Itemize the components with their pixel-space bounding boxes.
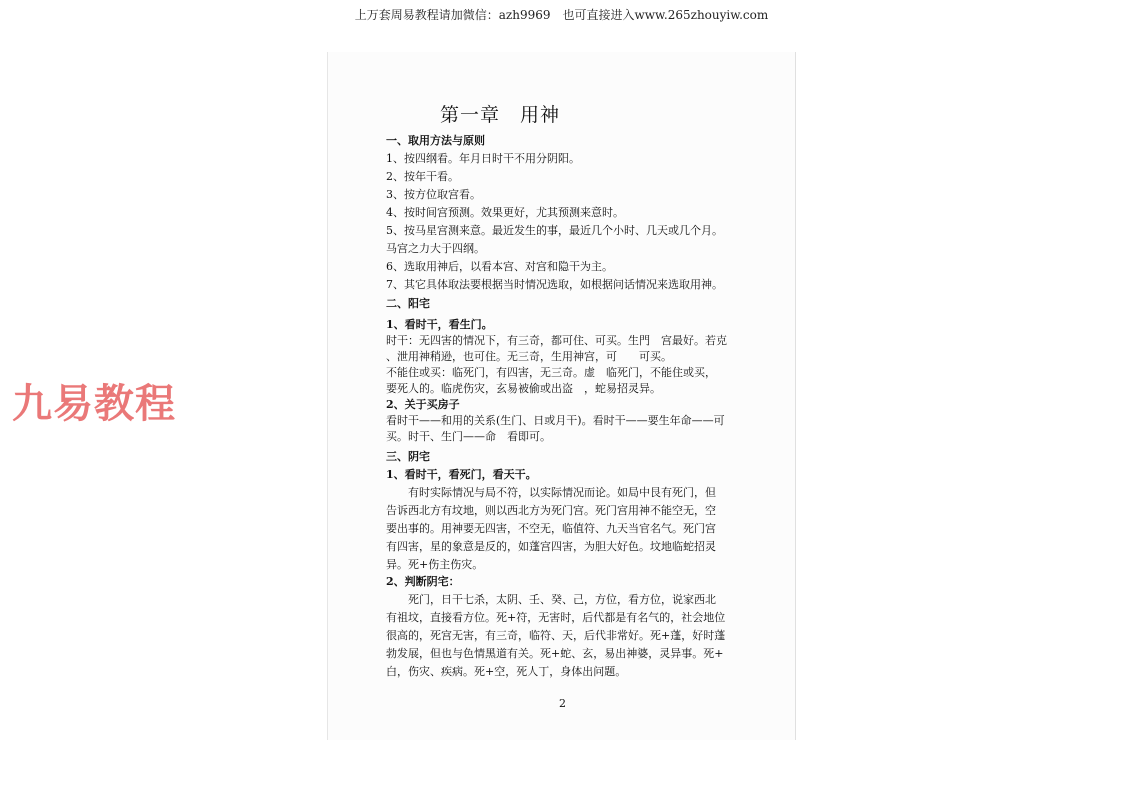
section-heading: 2、判断阴宅： xyxy=(386,575,460,588)
text-line: 3、按方位取宫看。 xyxy=(386,188,481,201)
text-line: 有祖坟，直接看方位。死+符，无害时，后代都是有名气的，社会地位 xyxy=(386,611,726,624)
section-heading: 1、看时干，看死门，看天干。 xyxy=(386,468,537,481)
watermark-logo: 九易教程 xyxy=(12,381,176,427)
document-page xyxy=(327,52,796,740)
text-line: 勃发展，但也与色情黑道有关。死+蛇、玄，易出神婆，灵异事。死+ xyxy=(386,647,724,660)
text-line: 有时实际情况与局不符，以实际情况而论。如局中艮有死门，但 xyxy=(408,486,716,499)
text-line: 1、按四纲看。年月日时干不用分阴阳。 xyxy=(386,152,580,165)
text-line: 不能住或买：临死门，有四害，无三奇。虚 临死门，不能住或买， xyxy=(386,366,716,379)
text-line: 白，伤灾、疾病。死+空，死人丁，身体出问题。 xyxy=(386,665,627,678)
text-line: 看时干——和用的关系(生门、日或月干)。看时干——要生年命——可 xyxy=(386,414,725,427)
chapter-title: 第一章 用神 xyxy=(439,104,560,126)
page-number: 2 xyxy=(559,697,566,710)
section-heading: 二、阳宅 xyxy=(386,297,430,310)
section-heading: 1、看时干，看生门。 xyxy=(386,318,493,331)
text-line: 4、按时间宫预测。效果更好，尤其预测来意时。 xyxy=(386,206,624,219)
text-line: 6、选取用神后，以看本宫、对宫和隐干为主。 xyxy=(386,260,613,273)
text-line: 5、按马星宫测来意。最近发生的事，最近几个小时、几天或几个月。 xyxy=(386,224,723,237)
top-banner: 上万套周易教程请加微信：azh9969 也可直接进入www.265zhouyiw.com xyxy=(354,8,769,22)
text-line: 2、按年干看。 xyxy=(386,170,459,183)
section-heading: 2、关于买房子 xyxy=(386,398,460,411)
text-line: 时干：无四害的情况下，有三奇，都可住、可买。生門 宫最好。若克 xyxy=(386,334,727,347)
text-line: 7、其它具体取法要根据当时情况选取，如根据问话情况来选取用神。 xyxy=(386,278,723,291)
text-line: 死门，日干七杀，太阴、壬、癸、己，方位，看方位，说家西北 xyxy=(408,593,716,606)
section-heading: 三、阴宅 xyxy=(386,450,430,463)
text-line: 要出事的。用神要无四害，不空无，临值符、九天当官名气。死门宫 xyxy=(386,522,716,535)
text-line: 马宫之力大于四纲。 xyxy=(386,242,485,255)
text-line: 、泄用神稍逊，也可住。无三奇，生用神宫，可 可买。 xyxy=(386,350,672,363)
text-line: 告诉西北方有坟地，则以西北方为死门宫。死门宫用神不能空无，空 xyxy=(386,504,716,517)
text-line: 很高的，死宫无害，有三奇，临符、天，后代非常好。死+蓬，好时蓬 xyxy=(386,629,726,642)
text-line: 要死人的。临虎伤灾，玄易被偷或出盗 ，蛇易招灵异。 xyxy=(386,382,661,395)
text-line: 异。死+伤主伤灾。 xyxy=(386,558,484,571)
section-heading: 一、取用方法与原则 xyxy=(386,134,485,147)
text-line: 有四害，星的象意是反的，如蓬宫四害，为胆大好色。坟地临蛇招灵 xyxy=(386,540,716,553)
text-line: 买。时干、生门——命 看即可。 xyxy=(386,430,551,443)
